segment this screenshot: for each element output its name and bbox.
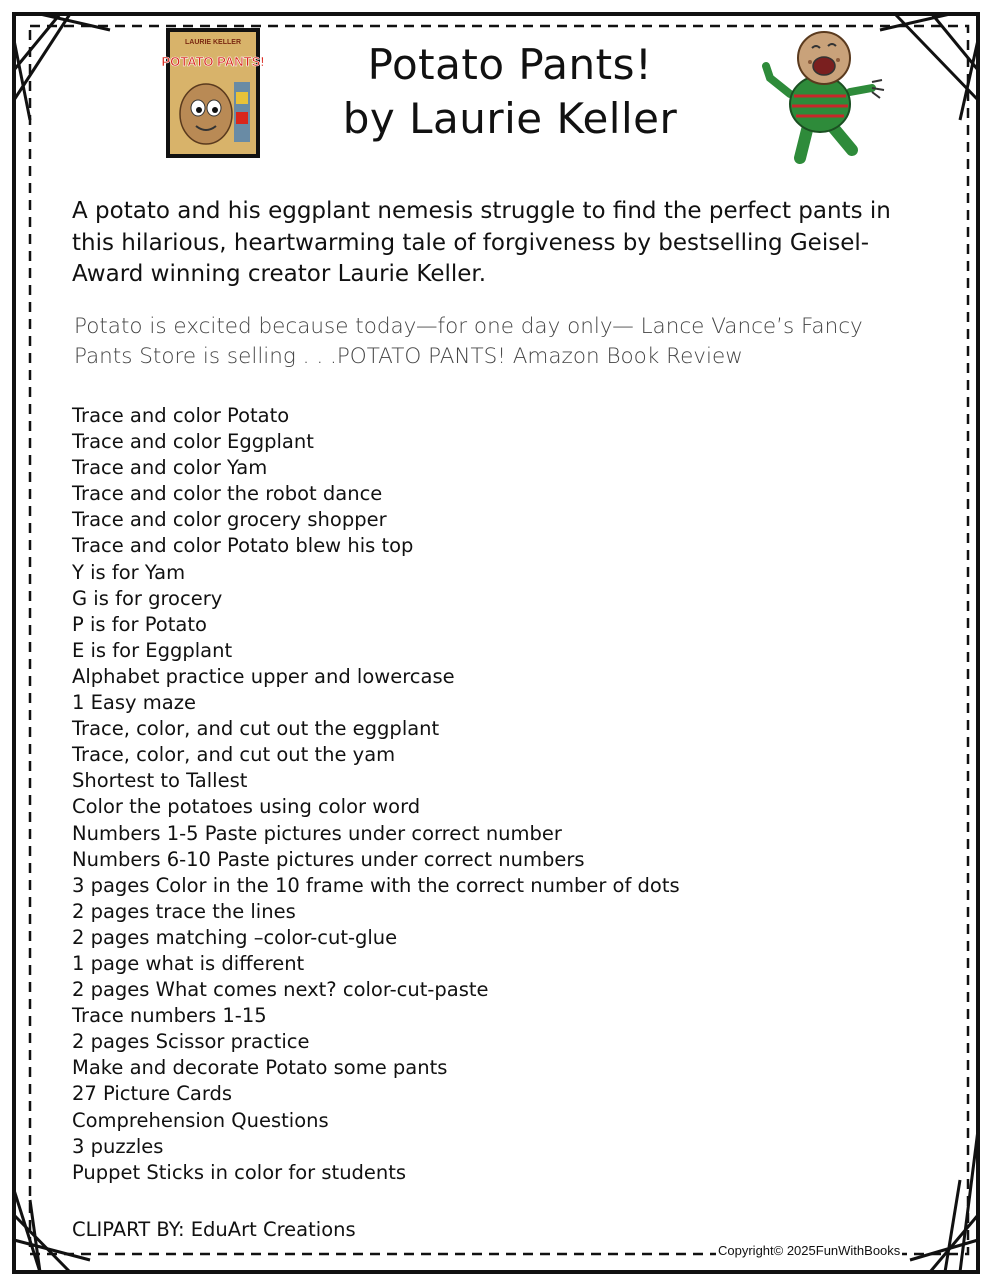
list-item: Numbers 6-10 Paste pictures under correct numbers: [72, 847, 585, 871]
list-item: Make and decorate Potato some pants: [72, 1056, 448, 1080]
list-item: 2 pages matching –color-cut-glue: [72, 925, 398, 949]
activity-list: [72, 403, 680, 1186]
list-item: 3 pages Color in the 10 frame with the correct number of dots: [72, 873, 680, 897]
list-item: Trace and color grocery shopper: [72, 508, 387, 532]
list-item: Trace and color Potato: [72, 404, 290, 427]
list-item: Y is for Yam: [72, 560, 186, 584]
list-item: 1 page what is different: [72, 951, 305, 975]
cover-title: POTATO PANTS!: [161, 54, 265, 69]
list-item: Alphabet practice upper and lowercase: [72, 664, 455, 688]
list-item: G is for grocery: [72, 586, 223, 610]
list-item: P is for Potato: [72, 612, 207, 636]
list-item: 2 pages trace the lines: [72, 899, 296, 923]
cover-author: LAURIE KELLER: [185, 39, 241, 46]
corner-ornament-top-right: [880, 14, 978, 120]
list-item: Trace, color, and cut out the eggplant: [72, 717, 440, 741]
clipart-credit: CLIPART BY: EduArt Creations: [72, 1218, 356, 1241]
list-item: 2 pages Scissor practice: [72, 1030, 310, 1054]
list-item: 27 Picture Cards: [72, 1082, 233, 1106]
list-item: Trace, color, and cut out the yam: [72, 743, 396, 767]
list-item: E is for Eggplant: [72, 638, 233, 662]
corner-ornament-top-left: [14, 14, 110, 120]
list-item: Comprehension Questions: [72, 1108, 329, 1132]
book-review-quote: Potato is excited because today—for one day only— Lance Vance’s Fancy Pants Store is selling . . .POTATO PANTS! Amazon Book Review: [74, 314, 863, 369]
list-item: Numbers 1-5 Paste pictures under correct number: [72, 821, 562, 845]
copyright-notice: Copyright© 2025FunWithBooks: [718, 1243, 901, 1258]
list-item: Trace numbers 1-15: [72, 1004, 267, 1028]
list-item: 3 puzzles: [72, 1134, 164, 1158]
book-title: Potato Pants!: [367, 40, 653, 89]
list-item: Color the potatoes using color word: [72, 795, 421, 819]
list-item: Trace and color Potato blew his top: [72, 534, 414, 558]
list-item: Trace and color the robot dance: [72, 482, 383, 506]
page-title: [300, 38, 720, 146]
book-author: by Laurie Keller: [342, 94, 678, 143]
book-description: A potato and his eggplant nemesis struggle to find the perfect pants in this hilarious, heartwarming tale of forgiveness by bestselling Geisel-Award winning creator Laurie Keller.: [72, 198, 891, 287]
list-item: 1 Easy maze: [72, 691, 196, 715]
list-item: Trace and color Yam: [72, 456, 268, 480]
list-item: Shortest to Tallest: [72, 769, 248, 793]
list-item: Trace and color Eggplant: [72, 430, 314, 454]
potato-mascot-illustration: [760, 26, 890, 166]
book-cover-image: [161, 28, 265, 158]
list-item: Puppet Sticks in color for students: [72, 1160, 407, 1184]
list-item: 2 pages What comes next? color-cut-paste: [72, 978, 489, 1002]
